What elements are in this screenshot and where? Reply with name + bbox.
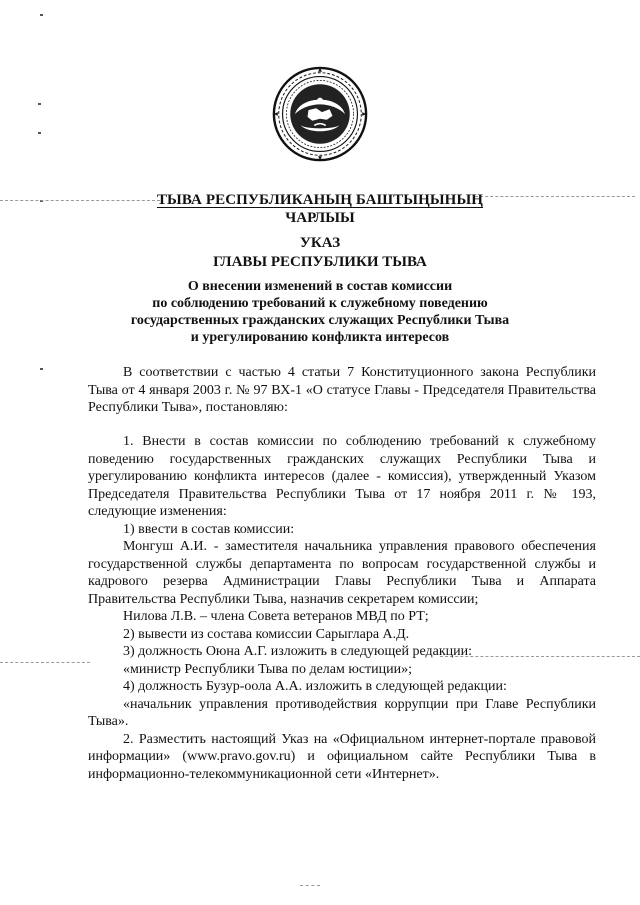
scan-speck (38, 132, 41, 134)
appointee-mongush: Монгуш А.И. - заместителя начальника управления правового обеспечения государственной службы департамента по вопросам государственной службы и кадрового резерва Администрации Главы Республики Тыва и Аппарата Правительства Республики Тыва, назначив секретарем комиссии; (88, 539, 596, 607)
scan-line-bottom (300, 885, 320, 887)
preamble-paragraph: В соответствии с частью 4 статьи 7 Конституционного закона Республики Тыва от 4 января 2003 г. № 97 ВХ-1 «О статусе Главы - Председателя Правительства Республики Тыва», постановляю: (88, 365, 596, 415)
item-2-paragraph: 2. Разместить настоящий Указ на «Официальном интернет-портале правовой информации» (www.pravo.gov.ru) и официальном сайте Республики Тыва в информационно-телекоммуникационной сети «Интернет». (88, 731, 596, 782)
decree-title-tuvan: ЧАРЛЫЫ (285, 210, 355, 226)
subitem-3-text: «министр Республики Тыва по делам юстиции»; (123, 661, 413, 677)
decree-title: УКАЗ (299, 235, 341, 251)
scan-speck (38, 103, 41, 105)
item-1-paragraph: 1. Внести в состав комиссии по соблюдению требований к служебному поведению государственных гражданских служащих Республики Тыва и урегулированию конфликта интересов (далее - комиссия), утвержденный Указом Председателя Правительства Республики Тыва от 17 ноября 2011 г. № 193, следующие изменения: (88, 434, 596, 519)
subject-line: и урегулированию конфликта интересов (190, 330, 450, 345)
decree-subject (80, 278, 560, 346)
subject-line: государственных гражданских служащих Республики Тыва (130, 313, 510, 328)
subject-line: О внесении изменений в состав комиссии (187, 279, 453, 294)
subject-line: по соблюдению требований к служебному поведению (152, 296, 488, 311)
decree-body (88, 433, 596, 783)
republic-head-title-tuvan: ТЫВА РЕСПУБЛИКАНЫҢ БАШТЫҢЫНЫҢ (156, 192, 484, 208)
scan-speck (40, 368, 43, 370)
subitem-1: 1) ввести в состав комиссии: (123, 521, 295, 537)
tuva-coat-of-arms-icon (272, 66, 368, 162)
scan-line-left-lower (0, 662, 90, 664)
subitem-4-text: «начальник управления противодействия коррупции при Главе Республики Тыва». (88, 696, 596, 729)
subitem-4: 4) должность Бузур-оола А.А. изложить в следующей редакции: (123, 679, 507, 694)
subitem-2: 2) вывести из состава комиссии Сарыглара А.Д. (123, 626, 410, 642)
appointee-nilova: Нилова Л.В. – члена Совета ветеранов МВД по РТ; (123, 609, 429, 624)
preamble-block (88, 364, 596, 417)
subitem-3: 3) должность Оюна А.Г. изложить в следующей редакции: (123, 644, 472, 659)
decree-issuer: ГЛАВЫ РЕСПУБЛИКИ ТЫВА (213, 254, 427, 270)
scan-speck (40, 14, 43, 16)
